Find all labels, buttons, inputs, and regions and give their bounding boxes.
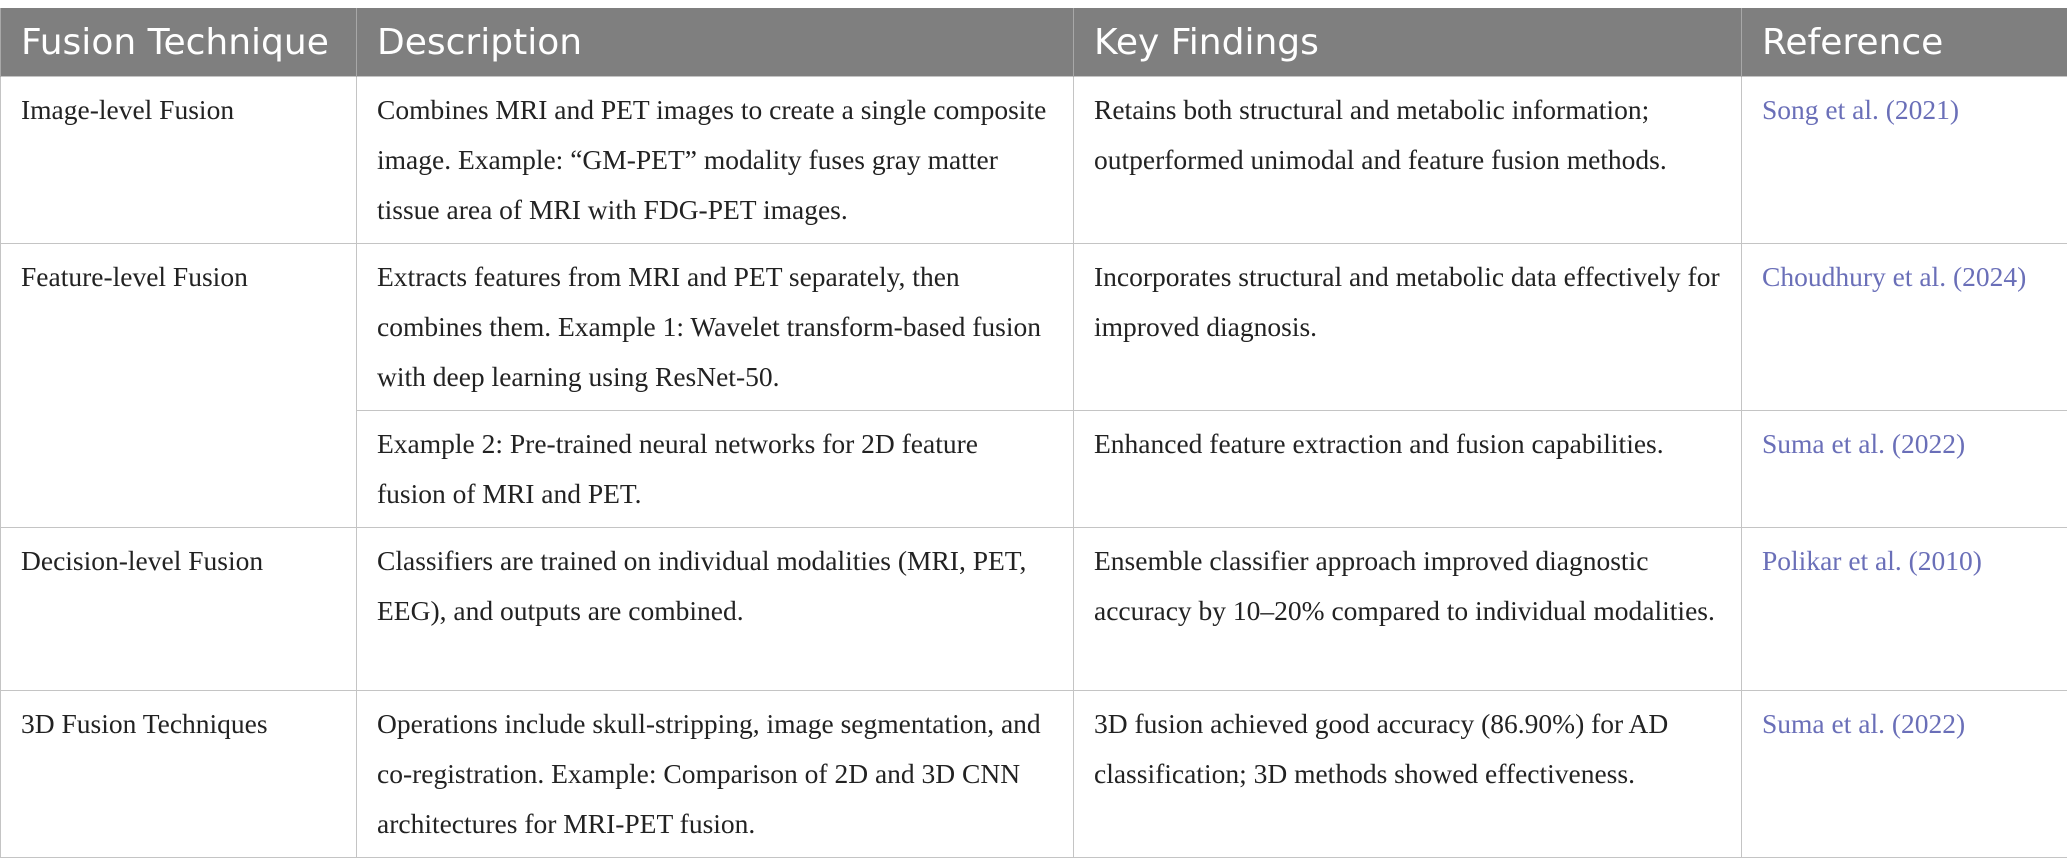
cell-findings: 3D fusion achieved good accuracy (86.90%) for AD classification; 3D methods showed effectiveness.	[1074, 691, 1742, 858]
reference-link[interactable]: Choudhury et al. (2024)	[1762, 261, 2026, 292]
table-body	[1, 77, 2067, 858]
header-reference: Reference	[1742, 8, 2067, 77]
cell-technique: 3D Fusion Techniques	[1, 691, 357, 858]
cell-reference	[1742, 411, 2067, 528]
table-row	[1, 77, 2067, 244]
cell-description: Extracts features from MRI and PET separately, then combines them. Example 1: Wavelet transform-based fusion with deep learning using ResNet-50.	[357, 244, 1074, 411]
reference-link[interactable]: Polikar et al. (2010)	[1762, 545, 1982, 576]
cell-description: Example 2: Pre-trained neural networks for 2D feature fusion of MRI and PET.	[357, 411, 1074, 528]
cell-description: Classifiers are trained on individual modalities (MRI, PET, EEG), and outputs are combined.	[357, 528, 1074, 691]
header-description: Description	[357, 8, 1074, 77]
cell-description: Combines MRI and PET images to create a single composite image. Example: “GM-PET” modality fuses gray matter tissue area of MRI with FDG-PET images.	[357, 77, 1074, 244]
table-row	[1, 691, 2067, 858]
cell-findings: Retains both structural and metabolic information; outperformed unimodal and feature fusion methods.	[1074, 77, 1742, 244]
header-key-findings: Key Findings	[1074, 8, 1742, 77]
fusion-techniques-table	[0, 8, 2067, 858]
table-header	[1, 8, 2067, 77]
cell-technique: Feature-level Fusion	[1, 244, 357, 528]
cell-technique: Decision-level Fusion	[1, 528, 357, 691]
table-row	[1, 528, 2067, 691]
cell-findings: Incorporates structural and metabolic data effectively for improved diagnosis.	[1074, 244, 1742, 411]
table-row	[1, 244, 2067, 411]
cell-technique: Image-level Fusion	[1, 77, 357, 244]
cell-reference	[1742, 77, 2067, 244]
reference-link[interactable]: Suma et al. (2022)	[1762, 708, 1965, 739]
reference-link[interactable]: Song et al. (2021)	[1762, 94, 1959, 125]
cell-findings: Ensemble classifier approach improved diagnostic accuracy by 10–20% compared to individual modalities.	[1074, 528, 1742, 691]
fusion-techniques-table-container	[0, 8, 2067, 858]
cell-reference	[1742, 528, 2067, 691]
header-row	[1, 8, 2067, 77]
cell-reference	[1742, 691, 2067, 858]
cell-description: Operations include skull-stripping, image segmentation, and co-registration. Example: Comparison of 2D and 3D CNN architectures for MRI-PET fusion.	[357, 691, 1074, 858]
header-fusion-technique: Fusion Technique	[1, 8, 357, 77]
cell-findings: Enhanced feature extraction and fusion capabilities.	[1074, 411, 1742, 528]
cell-reference	[1742, 244, 2067, 411]
reference-link[interactable]: Suma et al. (2022)	[1762, 428, 1965, 459]
